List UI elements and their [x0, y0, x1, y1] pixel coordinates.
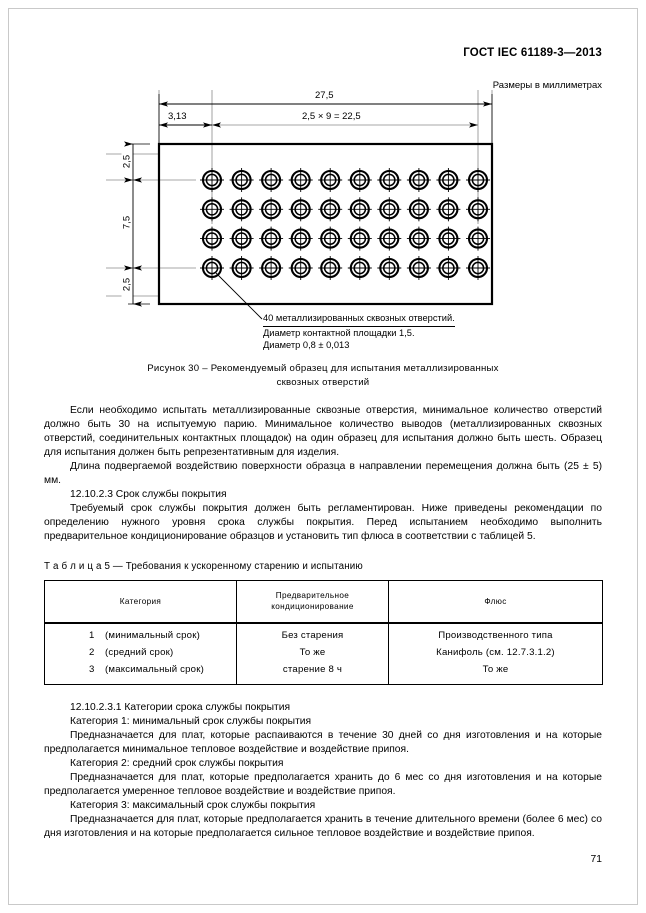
table-5	[44, 580, 603, 685]
paragraph-category-1: Предназначается для плат, которые распаиваются в течение 30 дней со дня изготовления и на которые предполагается минимальное тепловое воздействие и воздействие припоя.	[44, 729, 602, 755]
callout-line-hole-diameter: Диаметр 0,8 ± 0,013	[263, 340, 350, 351]
dim-overall-width: 27,5	[315, 90, 334, 101]
figure-caption-line2: сквозных отверстий	[276, 376, 370, 388]
paragraph-category-2: Предназначается для плат, которые предполагается хранить до 6 мес со дня изготовления и на которые предполагается умеренное тепловое воздействие и воздействие припоя.	[44, 771, 602, 797]
table-cell-category-label: (максимальный срок)	[105, 663, 204, 675]
dim-top-margin: 2,5	[122, 148, 133, 176]
dim-rows-span: 7,5	[122, 209, 133, 237]
heading-category-1: Категория 1: минимальный срок службы покрытия	[70, 715, 312, 727]
callout-line-holes: 40 металлизированных сквозных отверстий.	[263, 312, 455, 327]
table-header-conditioning	[237, 580, 389, 623]
dim-left-margin: 3,13	[168, 111, 187, 122]
paragraph-exposed-length: Длина подвергаемой воздействию поверхности образца в направлении перемещения должна быть (25 ± 5) мм.	[44, 461, 602, 487]
table-row	[45, 662, 603, 685]
callout-line-pad-diameter: Диаметр контактной площадки 1,5.	[263, 327, 415, 338]
table-row	[45, 623, 603, 645]
dim-pitch-span: 2,5 × 9 = 22,5	[302, 111, 361, 122]
table-cell-category	[45, 623, 237, 645]
paragraph-pth-requirements: Если необходимо испытать металлизированные сквозные отверстия, минимальное количество отверстий должно быть 30 на испытуемую парию. Минимальное количество выводов (металлизированных сквозных отверстий, соединительных контактных площадок) на один образец для испытания должно быть шесть. Образец для испытания должен быть репрезентативным для изделия.	[44, 405, 602, 459]
heading-category-2: Категория 2: средний срок службы покрытия	[70, 757, 284, 769]
table-cell-category-label: (минимальный срок)	[105, 629, 201, 641]
table-cell-flux: То же	[389, 662, 603, 685]
figure-caption-line1: Рисунок 30 – Рекомендуемый образец для испытания металлизированных	[147, 363, 499, 374]
heading-category-3: Категория 3: максимальный срок службы покрытия	[70, 799, 316, 811]
table-cell-category-number: 3	[89, 663, 95, 675]
units-note: Размеры в миллиметрах	[492, 80, 602, 91]
table-cell-conditioning: То же	[237, 645, 389, 662]
table-cell-category-number: 1	[89, 629, 95, 641]
table-cell-flux: Канифоль (см. 12.7.3.1.2)	[389, 645, 603, 662]
table-header-conditioning-line2: кондиционирование	[271, 602, 354, 612]
figure-caption	[0, 362, 646, 389]
table-cell-conditioning: старение 8 ч	[237, 662, 389, 685]
table-header-conditioning-line1: Предварительное	[275, 591, 350, 601]
table-cell-category	[45, 645, 237, 662]
table-5-title: Т а б л и ц а 5 — Требования к ускоренному старению и испытанию	[44, 561, 363, 573]
table-header-category: Категория	[45, 580, 237, 623]
table-header-row	[45, 580, 603, 623]
table-cell-category-label: (средний срок)	[105, 646, 174, 658]
figure-callout	[263, 312, 455, 352]
table-cell-flux: Производственного типа	[389, 623, 603, 645]
figure-30	[0, 72, 646, 392]
table-header-flux: Флюс	[389, 580, 603, 623]
heading-12-10-2-3: 12.10.2.3 Срок службы покрытия	[70, 489, 227, 501]
table-cell-category-number: 2	[89, 646, 95, 658]
heading-12-10-2-3-1: 12.10.2.3.1 Категории срока службы покрытия	[70, 701, 291, 713]
dim-bottom-margin: 2,5	[122, 271, 133, 299]
page-number: 71	[590, 854, 602, 865]
paragraph-category-3: Предназначается для плат, которые предполагается хранить в течение длительного времени (более 6 мес) со дня изготовления и на которые предполагается сильное тепловое воздействие и воздействие припоя.	[44, 813, 602, 839]
table-row	[45, 645, 603, 662]
table-cell-conditioning: Без старения	[237, 623, 389, 645]
paragraph-coating-life: Требуемый срок службы покрытия должен быть регламентирован. Ниже приведены рекомендации по определению нужного уровня срока службы покрытия. Перед испытанием необходимо выполнить предварительное кондиционирование образцов и установить тип флюса в соответствии с таблицей 5.	[44, 503, 602, 543]
document-header-standard-id: ГОСТ IEC 61189-3—2013	[463, 47, 602, 59]
body-content	[44, 404, 602, 841]
table-cell-category	[45, 662, 237, 685]
